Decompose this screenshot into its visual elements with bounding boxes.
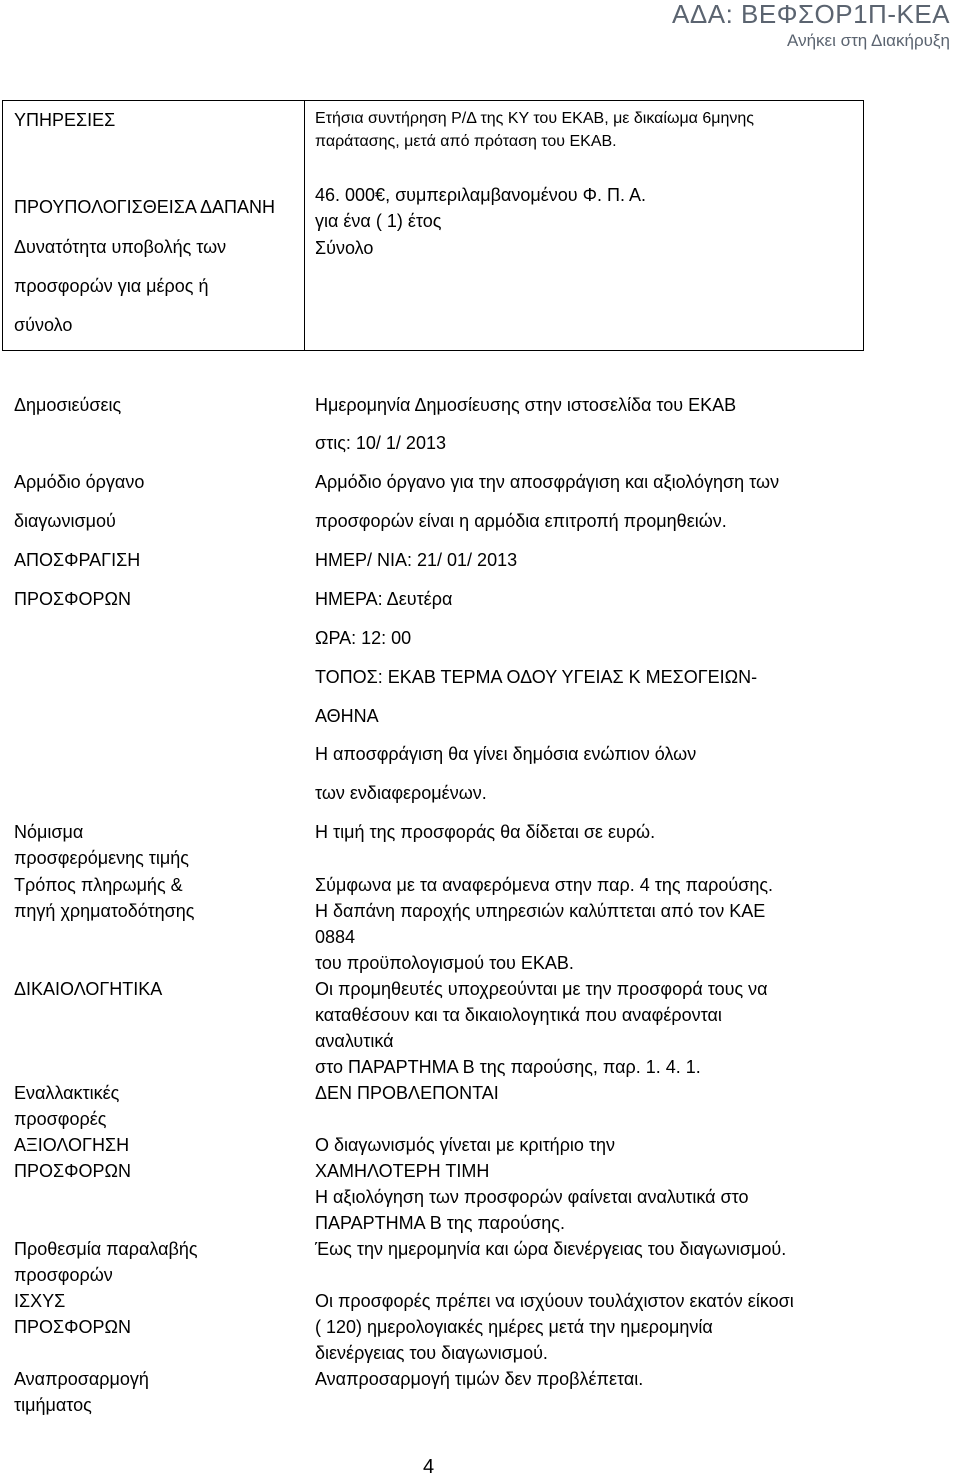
alt-label-line-1: Εναλλακτικές (14, 1083, 120, 1103)
services-value-line-2: παράτασης, μετά από πρόταση του ΕΚΑΒ. (315, 133, 617, 150)
payment-value-line-3: 0884 (315, 927, 356, 947)
budget-value-line-1: 46. 000€, συμπεριλαμβανομένου Φ. Π. Α. (315, 185, 646, 205)
validity-value-line-3: διενέργειας του διαγωνισμού. (315, 1343, 548, 1363)
adjust-label-line-1: Αναπροσαρμογή (14, 1369, 149, 1389)
alt-label-line-2: προσφορές (14, 1109, 107, 1129)
opening-note-line-2: των ενδιαφερομένων. (315, 783, 487, 803)
docs-label: ΔΙΚΑΙΟΛΟΓΗΤΙΚΑ (14, 979, 163, 999)
adjust-value: Αναπροσαρμογή τιμών δεν προβλέπεται. (315, 1369, 644, 1389)
eval-value-line-1: Ο διαγωνισμός γίνεται με κριτήριο την (315, 1135, 616, 1155)
docs-value-line-4: στο ΠΑΡΑΡΤΗΜΑ Β της παρούσης, παρ. 1. 4. 1. (315, 1057, 701, 1077)
table-1-border-right (863, 100, 864, 351)
currency-label-line-2: προσφερόμενης τιμής (14, 848, 189, 868)
services-label: ΥΠΗΡΕΣΙΕΣ (14, 110, 116, 130)
docs-value-line-3: αναλυτικά (315, 1031, 394, 1051)
docs-value-line-2: καταθέσουν και τα δικαιολογητικά που αναφέρονται (315, 1005, 722, 1025)
opening-place-line-2: ΑΘΗΝΑ (315, 706, 379, 726)
budget-value-line-2: για ένα ( 1) έτος (315, 211, 442, 231)
publications-value-line-2: στις: 10/ 1/ 2013 (315, 433, 446, 453)
eval-label-line-2: ΠΡΟΣΦΟΡΩΝ (14, 1161, 131, 1181)
opening-note-line-1: Η αποσφράγιση θα γίνει δημόσια ενώπιον όλων (315, 744, 697, 764)
opening-date: ΗΜΕΡ/ ΝΙΑ: 21/ 01/ 2013 (315, 550, 518, 570)
page-number: 4 (423, 1456, 435, 1478)
partial-label-line-3: σύνολο (14, 315, 73, 335)
partial-value: Σύνολο (315, 238, 374, 258)
payment-value-line-1: Σύμφωνα με τα αναφερόμενα στην παρ. 4 της παρούσης. (315, 875, 774, 895)
ada-header (672, 0, 950, 52)
opening-time: ΩΡΑ: 12: 00 (315, 628, 412, 648)
ada-code: ΑΔΑ: ΒΕΦΣΟΡ1Π-ΚΕΑ (672, 0, 950, 29)
publications-value-line-1: Ημερομηνία Δημοσίευσης στην ιστοσελίδα του ΕΚΑΒ (315, 395, 737, 415)
eval-value-line-2: ΧΑΜΗΛΟΤΕΡΗ ΤΙΜΗ (315, 1161, 490, 1181)
docs-value-line-1: Οι προμηθευτές υποχρεούνται με την προσφορά τους να (315, 979, 768, 999)
deadline-label-line-1: Προθεσμία παραλαβής (14, 1239, 198, 1259)
deadline-label-line-2: προσφορών (14, 1265, 113, 1285)
partial-label-line-2: προσφορών για μέρος ή (14, 276, 209, 296)
opening-place-line-1: ΤΟΠΟΣ: ΕΚΑΒ ΤΕΡΜΑ ΟΔΟΥ ΥΓΕΙΑΣ Κ ΜΕΣΟΓΕΙΩΝ- (315, 667, 758, 687)
publications-label: Δημοσιεύσεις (14, 395, 122, 415)
validity-value-line-1: Οι προσφορές πρέπει να ισχύουν τουλάχιστον εκατόν είκοσι (315, 1291, 794, 1311)
table-1-divider (304, 100, 305, 351)
validity-label-line-2: ΠΡΟΣΦΟΡΩΝ (14, 1317, 131, 1337)
table-1-border-bottom (2, 350, 864, 351)
payment-label-line-1: Τρόπος πληρωμής & (14, 875, 183, 895)
table-1-border-left (2, 100, 3, 351)
body-value-line-1: Αρμόδιο όργανο για την αποσφράγιση και αξιολόγηση των (315, 472, 780, 492)
opening-label-line-2: ΠΡΟΣΦΟΡΩΝ (14, 589, 131, 609)
opening-label-line-1: ΑΠΟΣΦΡΑΓΙΣΗ (14, 550, 141, 570)
deadline-value: Έως την ημερομηνία και ώρα διενέργειας του διαγωνισμού. (315, 1239, 787, 1259)
body-label-line-2: διαγωνισμού (14, 511, 116, 531)
body-label-line-1: Αρμόδιο όργανο (14, 472, 145, 492)
payment-label-line-2: πηγή χρηματοδότησης (14, 901, 195, 921)
eval-label-line-1: ΑΞΙΟΛΟΓΗΣΗ (14, 1135, 130, 1155)
ada-subtitle: Ανήκει στη Διακήρυξη (787, 31, 950, 50)
budget-label: ΠΡΟΥΠΟΛΟΓΙΣΘΕΙΣΑ ΔΑΠΑΝΗ (14, 197, 275, 217)
currency-value: Η τιμή της προσφοράς θα δίδεται σε ευρώ. (315, 822, 656, 842)
partial-label-line-1: Δυνατότητα υποβολής των (14, 237, 227, 257)
validity-value-line-2: ( 120) ημερολογιακές ημέρες μετά την ημερομηνία (315, 1317, 713, 1337)
adjust-label-line-2: τιμήματος (14, 1395, 92, 1415)
payment-value-line-2: Η δαπάνη παροχής υπηρεσιών καλύπτεται από τον ΚΑΕ (315, 901, 766, 921)
eval-value-line-3: Η αξιολόγηση των προσφορών φαίνεται αναλυτικά στο (315, 1187, 749, 1207)
eval-value-line-4: ΠΑΡΑΡΤΗΜΑ Β της παρούσης. (315, 1213, 565, 1233)
opening-day: ΗΜΕΡΑ: Δευτέρα (315, 589, 453, 609)
table-1-border-top (2, 100, 864, 101)
currency-label-line-1: Νόμισμα (14, 822, 84, 842)
alt-value: ΔΕΝ ΠΡΟΒΛΕΠΟΝΤΑΙ (315, 1083, 499, 1103)
validity-label-line-1: ΙΣΧΥΣ (14, 1291, 66, 1311)
services-value-line-1: Ετήσια συντήρηση Ρ/Δ της ΚΥ του ΕΚΑΒ, με δικαίωμα 6μηνης (315, 110, 754, 127)
payment-value-line-4: του προϋπολογισμού του ΕΚΑΒ. (315, 953, 574, 973)
body-value-line-2: προσφορών είναι η αρμόδια επιτροπή προμηθειών. (315, 511, 727, 531)
